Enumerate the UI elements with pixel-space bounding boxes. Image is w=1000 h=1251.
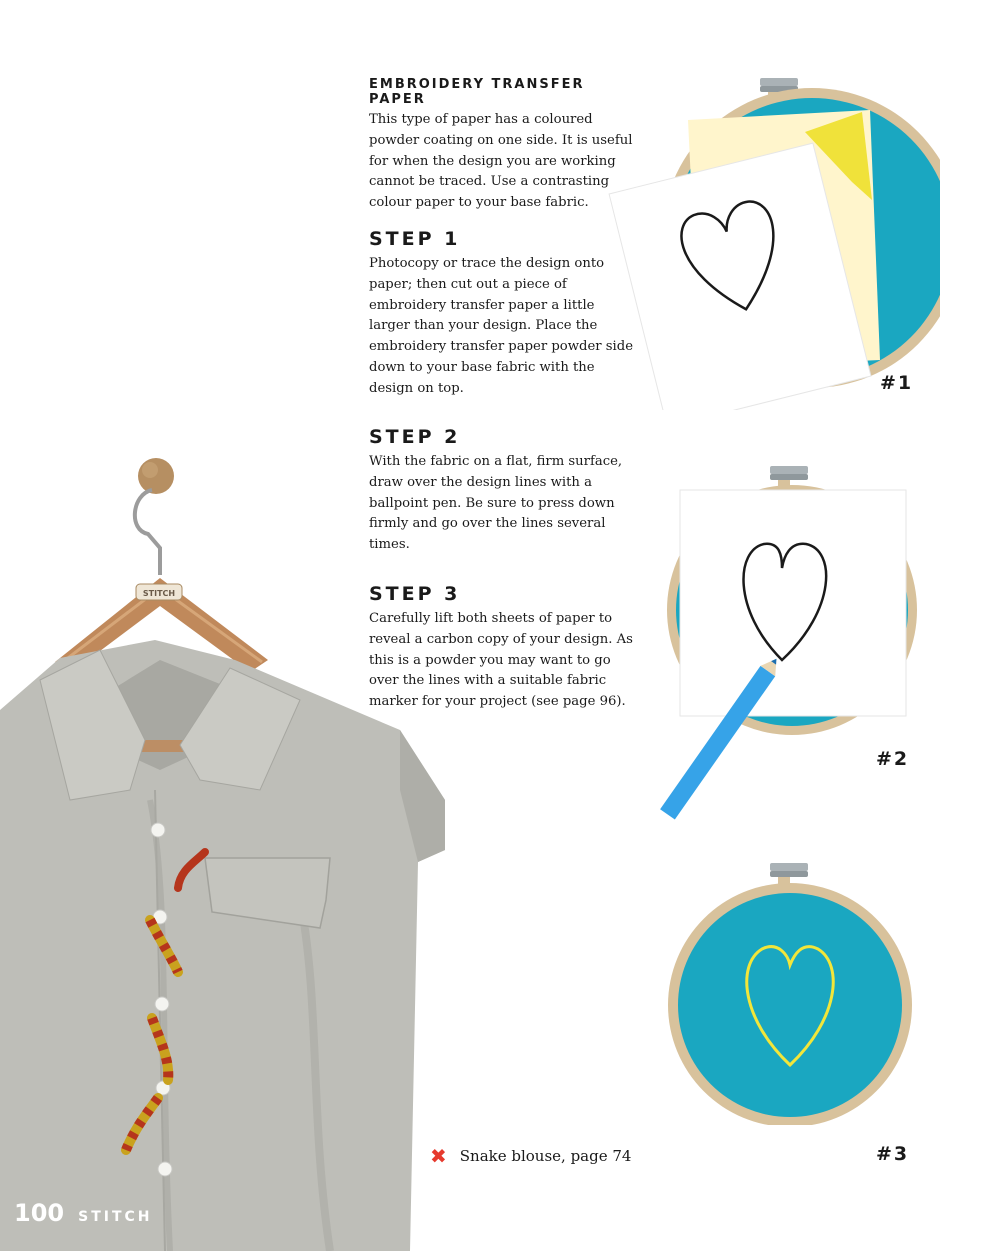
step-3-body: Carefully lift both sheets of paper to reveal a carbon copy of your design. As this is a powder you may want to go over the lines with a suitable fabric marker for your project (see page 96).: [369, 611, 633, 710]
step-1-body: Photocopy or trace the design onto paper; then cut out a piece of embroidery transfer paper a little larger than your design. Place the embroidery transfer paper powder side down to your base fabric with the design on top.: [369, 256, 634, 396]
step-1-heading: STEP 1: [369, 228, 461, 250]
transfer-paper-section: [369, 77, 639, 214]
hoop-step-2-illustration: [640, 460, 940, 830]
figure-label-3: #3: [876, 1143, 910, 1165]
transfer-paper-heading: EMBROIDERY TRANSFER PAPER: [369, 77, 585, 107]
figure-label-2: #2: [876, 748, 910, 770]
transfer-paper-body: This type of paper has a coloured powder coating on one side. It is useful for when the design you are working cannot be traced. Use a contrasting colour paper to your base fabric.: [369, 112, 633, 211]
step-3-heading: STEP 3: [369, 583, 461, 605]
page-folio: [14, 1199, 153, 1227]
snake-blouse-caption: [430, 1146, 631, 1166]
section-name: STITCH: [78, 1209, 153, 1225]
step-3-section: [369, 583, 639, 713]
step-1-section: [369, 228, 639, 400]
shirt-on-hanger-photo: [0, 440, 460, 1251]
step-2-section: [369, 426, 639, 556]
page-number: 100: [14, 1199, 65, 1227]
figure-label-1: #1: [880, 372, 914, 394]
cross-icon: ✖: [430, 1144, 447, 1168]
hanger-label: STITCH: [142, 589, 176, 598]
hoop-step-1-illustration: [600, 70, 940, 410]
step-2-heading: STEP 2: [369, 426, 461, 448]
hoop-step-3-illustration: [660, 855, 920, 1125]
caption-text: Snake blouse, page 74: [459, 1147, 632, 1165]
step-2-body: With the fabric on a flat, firm surface, draw over the design lines with a ballpoint pen. Be sure to press down firmly and go over the lines several times.: [369, 454, 623, 553]
